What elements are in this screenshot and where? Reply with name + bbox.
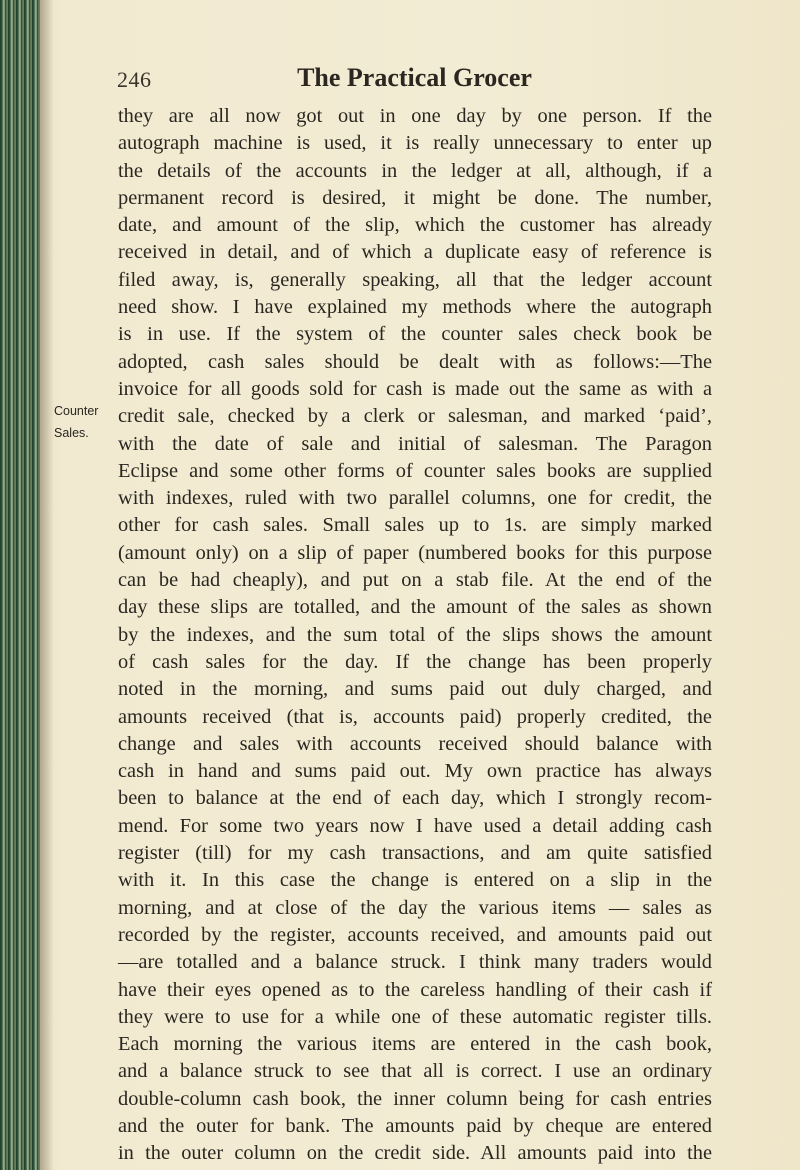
- text-line: recorded by the register, accounts received, and amounts paid out: [118, 923, 712, 946]
- text-line: other for cash sales. Small sales up to 1s. are simply marked: [118, 514, 712, 537]
- text-line: is in use. If the system of the counter sales check book be: [118, 323, 712, 346]
- text-line: filed away, is, generally speaking, all that the ledger account: [118, 268, 712, 291]
- text-line: can be had cheaply), and put on a stab file. At the end of the: [118, 569, 712, 592]
- running-title: The Practical Grocer: [297, 63, 532, 92]
- gutter-shadow: [40, 0, 54, 1170]
- text-line: double-column cash book, the inner column being for cash entries: [118, 1087, 712, 1110]
- marginal-note-counter: Counter: [54, 404, 99, 418]
- text-line: noted in the morning, and sums paid out duly charged, and: [118, 678, 712, 701]
- text-line: and the outer for bank. The amounts paid by cheque are entered: [118, 1114, 712, 1137]
- text-line: amounts received (that is, accounts paid) properly credited, the: [118, 705, 712, 728]
- text-line: and a balance struck to see that all is correct. I use an ordinary: [118, 1060, 712, 1083]
- text-line: with it. In this case the change is entered on a slip in the: [118, 869, 712, 892]
- text-line: in the outer column on the credit side. All amounts paid into the: [118, 1142, 712, 1165]
- text-line: they were to use for a while one of these automatic register tills.: [118, 1005, 712, 1028]
- text-line: (amount only) on a slip of paper (numbered books for this purpose: [118, 541, 712, 564]
- page-header: [117, 63, 712, 99]
- text-line: register (till) for my cash transactions, and am quite satisfied: [118, 842, 712, 865]
- text-line: date, and amount of the slip, which the customer has already: [118, 214, 712, 237]
- text-line: of cash sales for the day. If the change has been properly: [118, 650, 712, 673]
- text-line: Each morning the various items are entered in the cash book,: [118, 1033, 712, 1056]
- text-line: morning, and at close of the day the various items — sales as: [118, 896, 712, 919]
- text-line: —are totalled and a balance struck. I think many traders would: [118, 951, 712, 974]
- text-line: with indexes, ruled with two parallel columns, one for credit, the: [118, 487, 712, 510]
- page-number: 246: [117, 67, 152, 92]
- text-line: adopted, cash sales should be dealt with as follows:—The: [118, 350, 712, 373]
- text-line: by the indexes, and the sum total of the slips shows the amount: [118, 623, 712, 646]
- text-line: change and sales with accounts received should balance with: [118, 732, 712, 755]
- text-line: Eclipse and some other forms of counter sales books are supplied: [118, 459, 712, 482]
- book-binding-edge: [0, 0, 40, 1170]
- text-line: mend. For some two years now I have used a detail adding cash: [118, 814, 712, 837]
- text-line: they are all now got out in one day by one person. If the: [118, 105, 712, 127]
- text-line: credit sale, checked by a clerk or salesman, and marked ‘paid’,: [118, 405, 712, 428]
- text-line: have their eyes opened as to the careless handling of their cash if: [118, 978, 712, 1001]
- marginal-note-sales: Sales.: [54, 426, 89, 440]
- text-line: been to balance at the end of each day, which I strongly recom-: [118, 787, 712, 810]
- text-line: need show. I have explained my methods where the autograph: [118, 296, 712, 319]
- text-line: cash in hand and sums paid out. My own practice has always: [118, 760, 712, 783]
- text-line: permanent record is desired, it might be done. The number,: [118, 186, 712, 209]
- text-line: received in detail, and of which a duplicate easy of reference is: [118, 241, 712, 264]
- text-line: invoice for all goods sold for cash is made out the same as with a: [118, 377, 712, 400]
- text-line: day these slips are totalled, and the amount of the sales as shown: [118, 596, 712, 619]
- text-line: autograph machine is used, it is really unnecessary to enter up: [118, 132, 712, 155]
- text-line: the details of the accounts in the ledger at all, although, if a: [118, 159, 712, 182]
- text-line: with the date of sale and initial of salesman. The Paragon: [118, 432, 712, 455]
- body-text: [118, 103, 712, 1168]
